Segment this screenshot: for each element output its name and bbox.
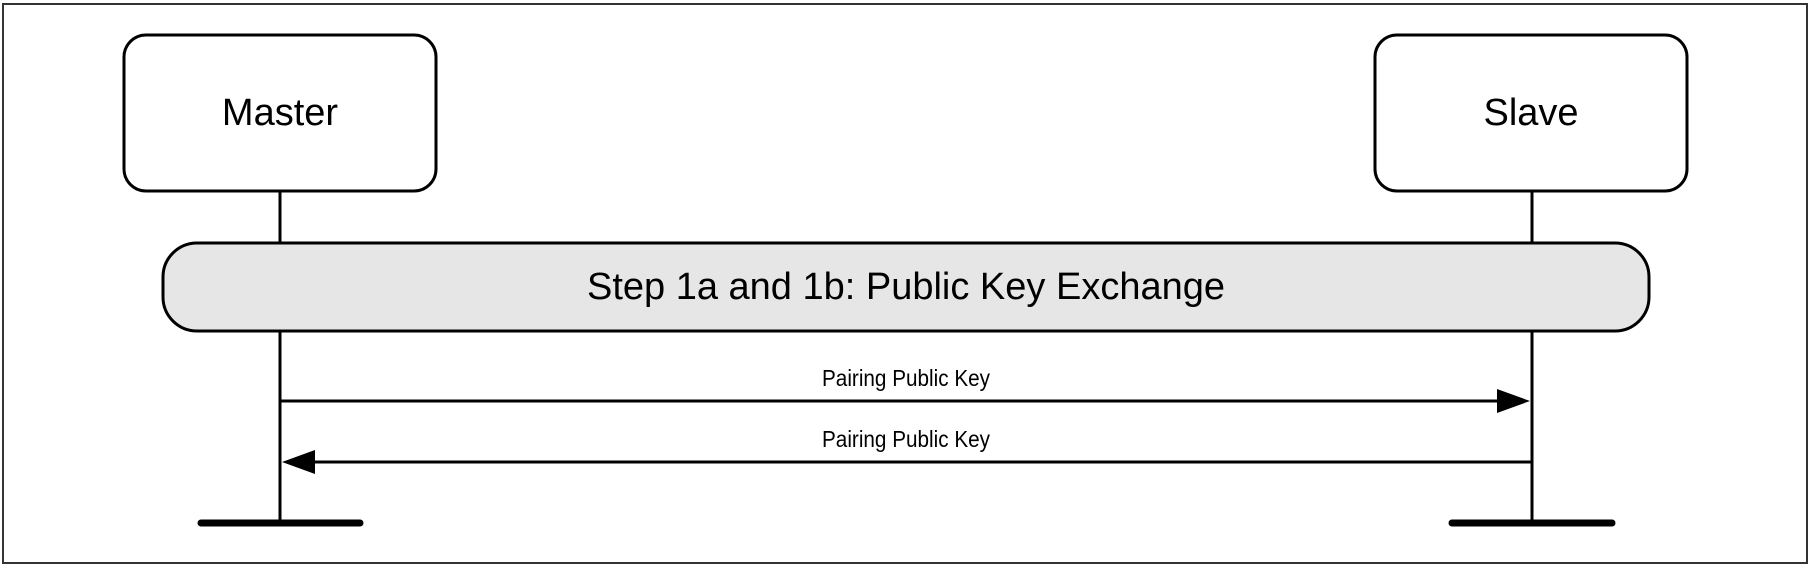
- step-label: Step 1a and 1b: Public Key Exchange: [586, 265, 1225, 308]
- slave-actor-label: Slave: [1483, 91, 1579, 134]
- message-label-2: Pairing Public Key: [822, 426, 990, 452]
- arrowhead-left-icon: [282, 450, 315, 474]
- message-label-1: Pairing Public Key: [822, 365, 990, 391]
- master-actor-label: Master: [221, 91, 339, 134]
- arrowhead-right-icon: [1497, 389, 1530, 413]
